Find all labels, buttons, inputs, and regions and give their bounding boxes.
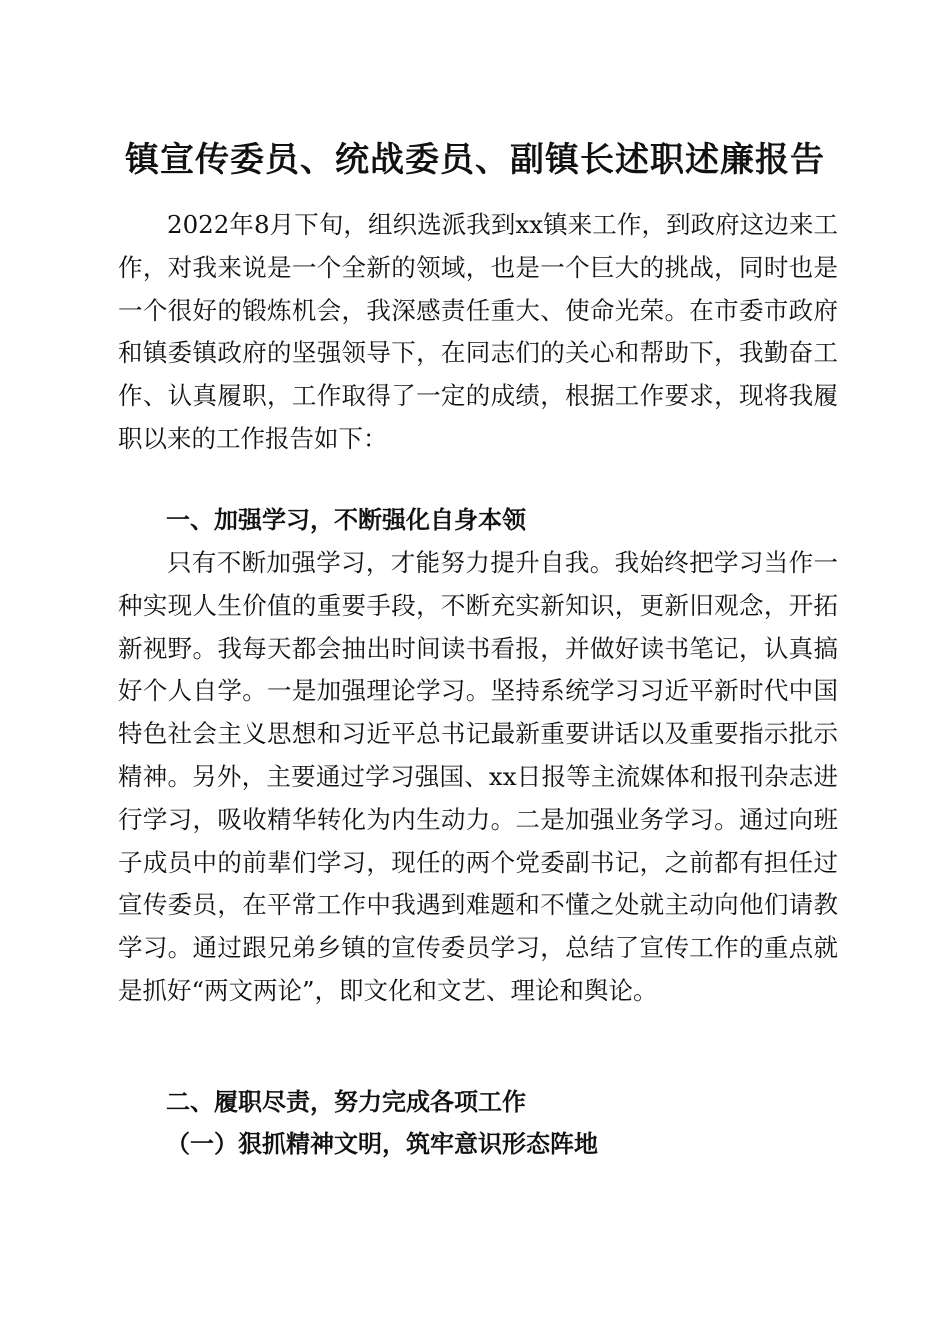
- document-title: 镇宣传委员、统战委员、副镇长述职述廉报告: [125, 140, 825, 180]
- intro-paragraph: 2022年8月下旬，组织选派我到xx镇来工作，到政府这边来工作，对我来说是一个全新的领域，也是一个巨大的挑战，同时也是一个很好的锻炼机会，我深感责任重大、使命光荣。在市委市政府和镇委镇政府的坚强领导下，在同志们的关心和帮助下，我勤奋工作、认真履职，工作取得了一定的成绩，根据工作要求，现将我履职以来的工作报告如下：: [118, 210, 838, 453]
- section1-paragraph: 只有不断加强学习，才能努力提升自我。我始终把学习当作一种实现人生价值的重要手段，不断充实新知识，更新旧观念，开拓新视野。我每天都会抽出时间读书看报，并做好读书笔记，认真搞好个人自学。一是加强理论学习。坚持系统学习习近平新时代中国特色社会主义思想和习近平总书记最新重要讲话以及重要指示批示精神。另外，主要通过学习强国、xx日报等主流媒体和报刊杂志进行学习，吸收精华转化为内生动力。二是加强业务学习。通过向班子成员中的前辈们学习，现任的两个党委副书记，之前都有担任过宣传委员，在平常工作中我遇到难题和不懂之处就主动向他们请教学习。通过跟兄弟乡镇的宣传委员学习，总结了宣传工作的重点就是抓好“两文两论”，即文化和文艺、理论和舆论。: [118, 548, 838, 1005]
- section2-heading: 二、履职尽责，努力完成各项工作: [166, 1088, 526, 1116]
- section2-subheading-1: （一）狠抓精神文明，筑牢意识形态阵地: [166, 1129, 598, 1158]
- section1-heading: 一、加强学习，不断强化自身本领: [166, 506, 526, 534]
